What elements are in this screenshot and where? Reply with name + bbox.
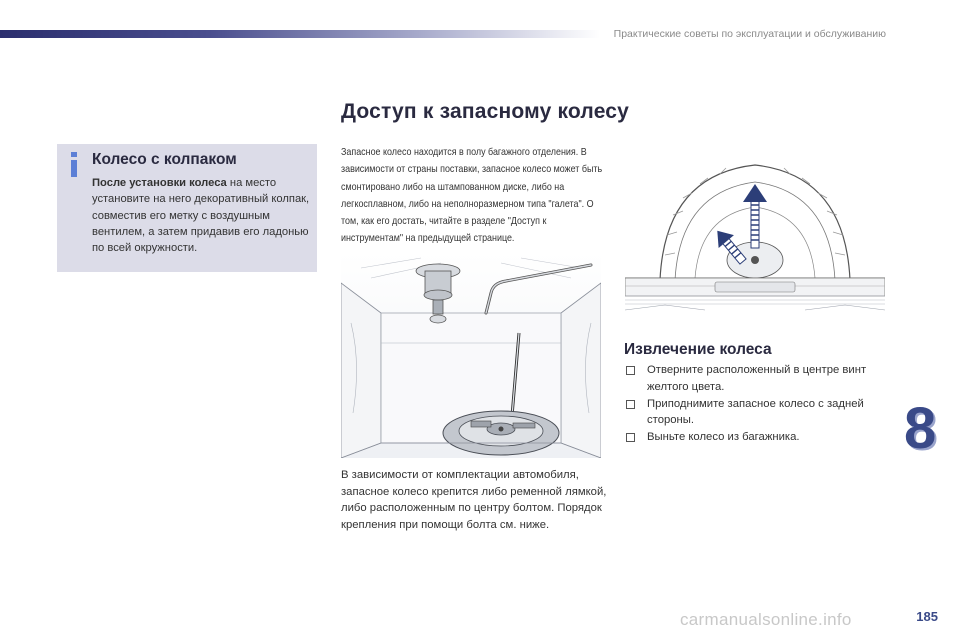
info-box-text-bold: После установки колеса bbox=[92, 177, 227, 189]
info-box-title: Колесо с колпаком bbox=[92, 151, 237, 168]
spare-wheel-removal-illustration bbox=[625, 160, 885, 330]
section-header: Практические советы по эксплуатации и обслуживанию bbox=[613, 28, 886, 40]
info-box-text-rest: на место установите на него декоративный колпак, совместив его метку с воздушным вентилем, а затем придавив его ладонью по всей окружности. bbox=[92, 177, 310, 255]
header-decor-bar bbox=[0, 30, 600, 38]
chapter-number: 8 bbox=[904, 396, 937, 461]
removal-section-title: Извлечение колеса bbox=[624, 341, 772, 358]
list-item bbox=[624, 396, 884, 430]
info-icon bbox=[69, 152, 79, 180]
checkbox-bullet-icon bbox=[626, 366, 635, 375]
removal-step-2: Приподнимите запасное колесо с задней стороны. bbox=[647, 397, 864, 427]
fastening-paragraph: В зависимости от комплектации автомобиля, запасное колесо крепится либо ременной лямкой, либо расположенным по центру болтом. Порядок крепления при помощи болта см. ниже. bbox=[341, 469, 607, 531]
page-title: Доступ к запасному колесу bbox=[341, 100, 630, 123]
removal-step-3: Выньте колесо из багажника. bbox=[647, 431, 800, 444]
checkbox-bullet-icon bbox=[626, 400, 635, 409]
watermark: carmanualsonline.info bbox=[680, 610, 852, 629]
checkbox-bullet-icon bbox=[626, 433, 635, 442]
intro-paragraph: Запасное колесо находится в полу багажного отделения. В зависимости от страны поставки, запасное колесо может быть смонтировано либо на штампованном диске, либо на легкосплавном, либо на неполноразмерном типа "галета". О том, как его достать, читайте в разделе "Доступ к инструментам" на предыдущей странице. bbox=[341, 147, 603, 245]
info-box bbox=[57, 144, 317, 272]
removal-steps-list bbox=[624, 362, 884, 446]
trunk-spare-wheel-illustration bbox=[341, 253, 601, 458]
removal-step-1: Отверните расположенный в центре винт желтого цвета. bbox=[647, 364, 867, 393]
info-box-text bbox=[92, 175, 314, 256]
page-number: 185 bbox=[916, 609, 938, 624]
list-item bbox=[624, 429, 884, 446]
list-item bbox=[624, 362, 884, 396]
